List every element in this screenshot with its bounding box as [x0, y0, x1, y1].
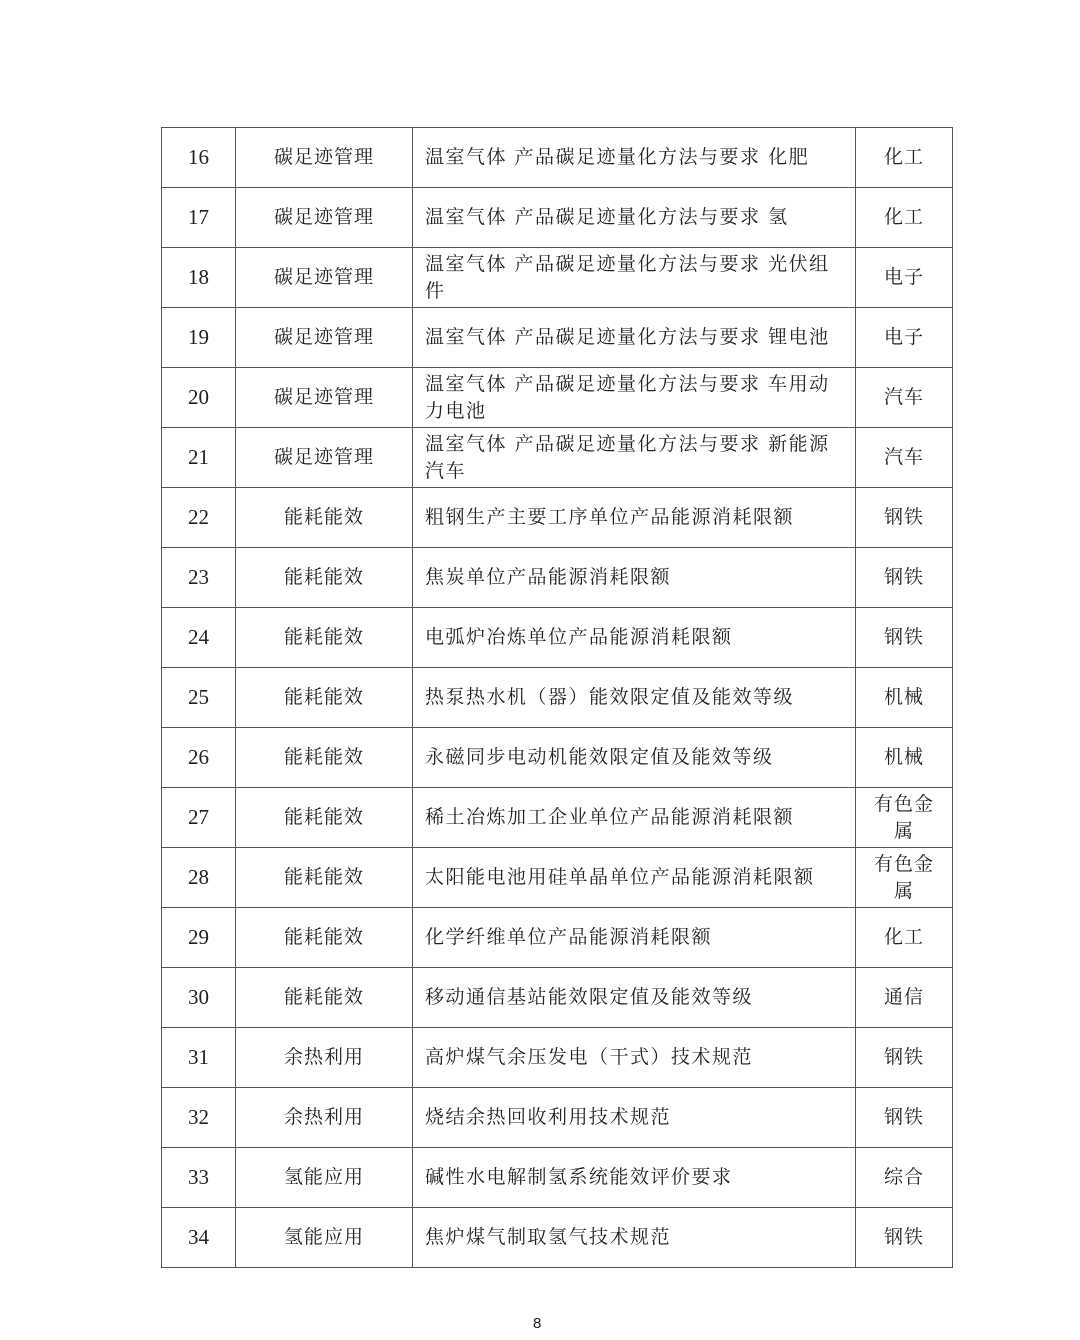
- table-row: [162, 728, 953, 788]
- standard-name-cell: 碱性水电解制氢系统能效评价要求: [413, 1148, 856, 1208]
- table-row: [162, 1028, 953, 1088]
- standard-name-cell: 温室气体 产品碳足迹量化方法与要求 车用动力电池: [413, 368, 856, 428]
- row-number: 28: [162, 848, 236, 908]
- standard-name-cell: 焦炭单位产品能源消耗限额: [413, 548, 856, 608]
- category-cell: 氢能应用: [236, 1148, 413, 1208]
- industry-cell: 电子: [856, 248, 953, 308]
- standard-name-cell: 太阳能电池用硅单晶单位产品能源消耗限额: [413, 848, 856, 908]
- row-number: 32: [162, 1088, 236, 1148]
- category-cell: 碳足迹管理: [236, 188, 413, 248]
- row-number: 18: [162, 248, 236, 308]
- category-cell: 能耗能效: [236, 908, 413, 968]
- industry-cell: 有色金属: [856, 848, 953, 908]
- industry-cell: 钢铁: [856, 1088, 953, 1148]
- industry-cell: 钢铁: [856, 1028, 953, 1088]
- row-number: 34: [162, 1208, 236, 1268]
- table-row: [162, 188, 953, 248]
- category-cell: 能耗能效: [236, 608, 413, 668]
- industry-cell: 机械: [856, 728, 953, 788]
- table-row: [162, 368, 953, 428]
- industry-cell: 钢铁: [856, 548, 953, 608]
- industry-cell: 电子: [856, 308, 953, 368]
- industry-cell: 钢铁: [856, 1208, 953, 1268]
- row-number: 21: [162, 428, 236, 488]
- category-cell: 能耗能效: [236, 728, 413, 788]
- table-row: [162, 1208, 953, 1268]
- row-number: 20: [162, 368, 236, 428]
- row-number: 33: [162, 1148, 236, 1208]
- row-number: 31: [162, 1028, 236, 1088]
- standard-name-cell: 温室气体 产品碳足迹量化方法与要求 氢: [413, 188, 856, 248]
- category-cell: 氢能应用: [236, 1208, 413, 1268]
- industry-cell: 通信: [856, 968, 953, 1028]
- industry-cell: 机械: [856, 668, 953, 728]
- table-row: [162, 908, 953, 968]
- table-row: [162, 308, 953, 368]
- row-number: 26: [162, 728, 236, 788]
- industry-cell: 汽车: [856, 368, 953, 428]
- standard-name-cell: 烧结余热回收利用技术规范: [413, 1088, 856, 1148]
- row-number: 29: [162, 908, 236, 968]
- table-row: [162, 788, 953, 848]
- standard-name-cell: 温室气体 产品碳足迹量化方法与要求 光伏组件: [413, 248, 856, 308]
- category-cell: 能耗能效: [236, 848, 413, 908]
- standard-name-cell: 焦炉煤气制取氢气技术规范: [413, 1208, 856, 1268]
- category-cell: 能耗能效: [236, 668, 413, 728]
- standard-name-cell: 温室气体 产品碳足迹量化方法与要求 新能源汽车: [413, 428, 856, 488]
- industry-cell: 化工: [856, 128, 953, 188]
- table-row: [162, 1148, 953, 1208]
- category-cell: 碳足迹管理: [236, 308, 413, 368]
- standard-name-cell: 永磁同步电动机能效限定值及能效等级: [413, 728, 856, 788]
- standard-name-cell: 热泵热水机（器）能效限定值及能效等级: [413, 668, 856, 728]
- table-body: [162, 128, 953, 1268]
- industry-cell: 钢铁: [856, 608, 953, 668]
- standard-name-cell: 温室气体 产品碳足迹量化方法与要求 锂电池: [413, 308, 856, 368]
- table-row: [162, 488, 953, 548]
- row-number: 27: [162, 788, 236, 848]
- category-cell: 碳足迹管理: [236, 428, 413, 488]
- category-cell: 余热利用: [236, 1028, 413, 1088]
- page-number: 8: [533, 1315, 542, 1332]
- standard-name-cell: 高炉煤气余压发电（干式）技术规范: [413, 1028, 856, 1088]
- standard-name-cell: 移动通信基站能效限定值及能效等级: [413, 968, 856, 1028]
- category-cell: 能耗能效: [236, 968, 413, 1028]
- table-row: [162, 608, 953, 668]
- table-row: [162, 968, 953, 1028]
- row-number: 23: [162, 548, 236, 608]
- industry-cell: 化工: [856, 908, 953, 968]
- standard-name-cell: 化学纤维单位产品能源消耗限额: [413, 908, 856, 968]
- category-cell: 碳足迹管理: [236, 248, 413, 308]
- table-row: [162, 548, 953, 608]
- table-row: [162, 128, 953, 188]
- category-cell: 碳足迹管理: [236, 368, 413, 428]
- row-number: 19: [162, 308, 236, 368]
- industry-cell: 有色金属: [856, 788, 953, 848]
- table-row: [162, 248, 953, 308]
- table-row: [162, 1088, 953, 1148]
- industry-cell: 钢铁: [856, 488, 953, 548]
- table-row: [162, 428, 953, 488]
- standard-name-cell: 温室气体 产品碳足迹量化方法与要求 化肥: [413, 128, 856, 188]
- industry-cell: 汽车: [856, 428, 953, 488]
- industry-cell: 化工: [856, 188, 953, 248]
- row-number: 24: [162, 608, 236, 668]
- table-row: [162, 668, 953, 728]
- row-number: 22: [162, 488, 236, 548]
- row-number: 25: [162, 668, 236, 728]
- category-cell: 余热利用: [236, 1088, 413, 1148]
- row-number: 17: [162, 188, 236, 248]
- industry-cell: 综合: [856, 1148, 953, 1208]
- standards-table: [161, 127, 953, 1268]
- standard-name-cell: 粗钢生产主要工序单位产品能源消耗限额: [413, 488, 856, 548]
- category-cell: 能耗能效: [236, 788, 413, 848]
- category-cell: 能耗能效: [236, 488, 413, 548]
- table-row: [162, 848, 953, 908]
- category-cell: 能耗能效: [236, 548, 413, 608]
- category-cell: 碳足迹管理: [236, 128, 413, 188]
- row-number: 16: [162, 128, 236, 188]
- standard-name-cell: 电弧炉冶炼单位产品能源消耗限额: [413, 608, 856, 668]
- row-number: 30: [162, 968, 236, 1028]
- standard-name-cell: 稀土冶炼加工企业单位产品能源消耗限额: [413, 788, 856, 848]
